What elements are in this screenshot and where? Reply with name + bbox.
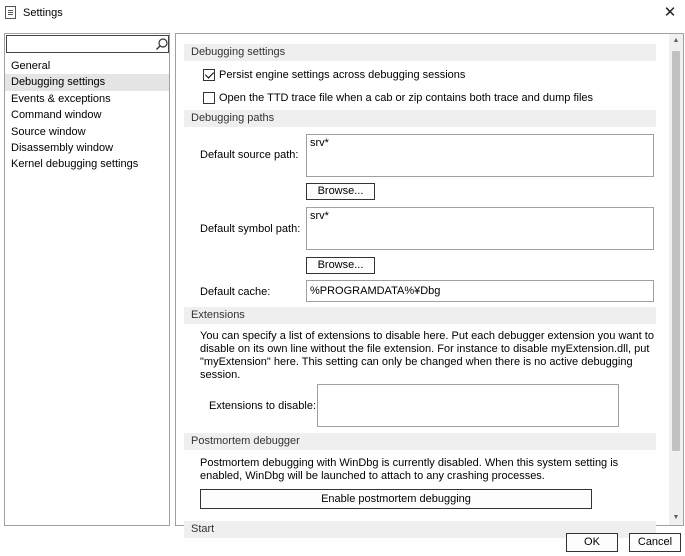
nav-item-source-window[interactable]: Source window xyxy=(11,125,86,138)
extensions-description-line: You can specify a list of extensions to disable here. Put each debugger extension you want to xyxy=(200,330,654,342)
extensions-description-line: session. xyxy=(200,369,241,381)
default-symbol-path-label: Default symbol path: xyxy=(200,223,301,235)
content-scrollbar[interactable] xyxy=(669,34,683,525)
default-source-path-label: Default source path: xyxy=(200,149,299,161)
browse-source-button[interactable]: Browse... xyxy=(306,183,375,200)
nav-item-disassembly-window[interactable]: Disassembly window xyxy=(11,141,114,154)
scroll-up-icon[interactable]: ▲ xyxy=(672,37,680,44)
ok-button[interactable]: OK xyxy=(566,533,618,552)
nav-item-kernel-debugging-settings[interactable]: Kernel debugging settings xyxy=(11,158,139,171)
settings-content-panel xyxy=(175,33,684,535)
section-header-extensions: Extensions xyxy=(184,307,656,324)
nav-item-events-exceptions[interactable]: Events & exceptions xyxy=(11,92,111,105)
extensions-description-line: "myExtension" here. This setting can only be changed when there is no active debugging xyxy=(200,356,633,368)
enable-postmortem-debugging-button[interactable]: Enable postmortem debugging xyxy=(200,489,592,509)
search-input[interactable] xyxy=(9,37,149,51)
scroll-thumb[interactable] xyxy=(672,51,680,451)
scroll-down-icon[interactable]: ▼ xyxy=(672,514,680,521)
persist-settings-label: Persist engine settings across debugging sessions xyxy=(219,69,466,81)
nav-item-debugging-settings[interactable]: Debugging settings xyxy=(5,74,169,90)
default-source-path-input[interactable]: srv* xyxy=(306,134,654,177)
open-ttd-trace-checkbox[interactable] xyxy=(203,92,215,104)
postmortem-description xyxy=(200,457,660,483)
postmortem-description-line: enabled, WinDbg will be launched to attach to any crashing processes. xyxy=(200,470,545,482)
extensions-description-line: disable on its own line without the file extension. For instance to disable myExtension.dll, put xyxy=(200,343,650,355)
section-header-postmortem-debugger: Postmortem debugger xyxy=(184,433,656,450)
settings-nav-panel xyxy=(4,33,170,526)
default-symbol-path-input[interactable]: srv* xyxy=(306,207,654,250)
extensions-to-disable-label: Extensions to disable: xyxy=(209,400,317,412)
browse-symbol-button[interactable]: Browse... xyxy=(306,257,375,274)
nav-item-command-window[interactable]: Command window xyxy=(11,109,102,122)
settings-document-icon xyxy=(5,6,16,19)
persist-settings-checkbox[interactable] xyxy=(203,69,215,81)
postmortem-description-line: Postmortem debugging with WinDbg is currently disabled. When this system setting is xyxy=(200,457,619,469)
title-bar xyxy=(0,0,685,26)
default-cache-label: Default cache: xyxy=(200,286,271,298)
search-field[interactable] xyxy=(6,35,169,53)
cancel-button[interactable]: Cancel xyxy=(629,533,681,552)
window-title: Settings xyxy=(23,7,63,19)
close-icon[interactable]: ✕ xyxy=(663,4,677,21)
search-icon[interactable] xyxy=(155,37,169,51)
section-header-next-partial: Start xyxy=(184,521,656,538)
nav-list xyxy=(5,58,169,173)
default-cache-input[interactable]: %PROGRAMDATA%¥Dbg xyxy=(306,280,654,302)
extensions-description xyxy=(200,330,660,382)
open-ttd-trace-label: Open the TTD trace file when a cab or zip contains both trace and dump files xyxy=(219,92,593,104)
section-header-debugging-settings: Debugging settings xyxy=(184,44,656,61)
extensions-to-disable-input[interactable] xyxy=(317,384,619,427)
nav-item-general[interactable]: General xyxy=(11,60,51,72)
section-header-debugging-paths: Debugging paths xyxy=(184,110,656,127)
